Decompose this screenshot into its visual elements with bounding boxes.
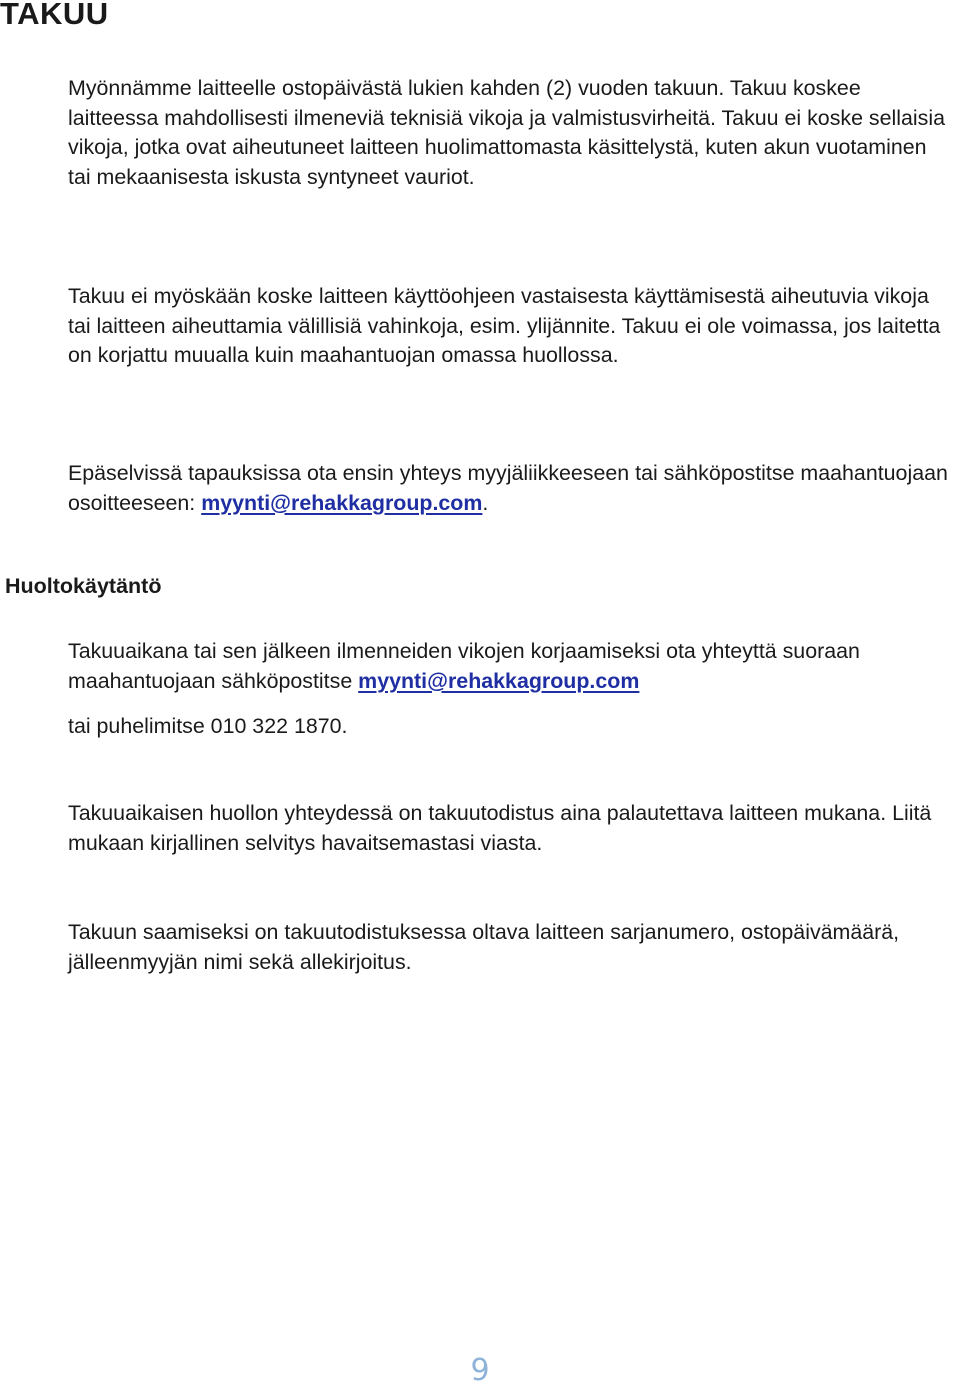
service-paragraph-3: Takuun saamiseksi on takuutodistuksessa oltava laitteen sarjanumero, ostopäivämäärä, jälleenmyyjän nimi sekä allekirjoitus. [68,920,900,974]
warranty-paragraph-1: Myönnämme laitteelle ostopäivästä lukien kahden (2) vuoden takuun. Takuu koskee laitteessa mahdollisesti ilmeneviä teknisiä vikoja ja valmistusvirheitä. Takuu ei koske sellaisia vikoja, jotka ovat aiheutuneet laitteen huolimattomasta käsittelystä, kuten akun vuotaminen tai mekaanisesta iskusta syntyneet vauriot. [68,76,946,189]
page-title: TAKUU [0,0,109,31]
service-heading: Huoltokäytäntö [5,574,162,598]
service-paragraph-1-text: Takuuaikana tai sen jälkeen ilmenneiden vikojen korjaamiseksi ota yhteyttä suoraan maahantuojaan sähköpostitse [68,639,860,693]
service-paragraph-1 [68,637,948,696]
service-phone-line: tai puhelimitse 010 322 1870. [68,714,348,738]
warranty-email-link[interactable]: myynti@rehakkagroup.com [201,490,483,515]
service-paragraph-2: Takuuaikaisen huollon yhteydessä on takuutodistus aina palautettava laitteen mukana. Liitä mukaan kirjallinen selvitys havaitsemastasi viasta. [68,801,932,855]
warranty-paragraph-3 [68,459,948,518]
warranty-paragraph-2: Takuu ei myöskään koske laitteen käyttöohjeen vastaisesta käyttämisestä aiheutuvia vikoja tai laitteen aiheuttamia välillisiä vahinkoja, esim. ylijännite. Takuu ei ole voimassa, jos laitetta on korjattu muualla kuin maahantuojan omassa huollossa. [68,284,941,368]
warranty-paragraph-3-text: Epäselvissä tapauksissa ota ensin yhteys myyjäliikkeeseen tai sähköpostitse maahantuojaan osoitteeseen: [68,461,948,515]
service-email-link[interactable]: myynti@rehakkagroup.com [358,668,640,693]
warranty-paragraph-3-end: . [482,490,489,515]
page-number: 9 [470,1353,490,1388]
